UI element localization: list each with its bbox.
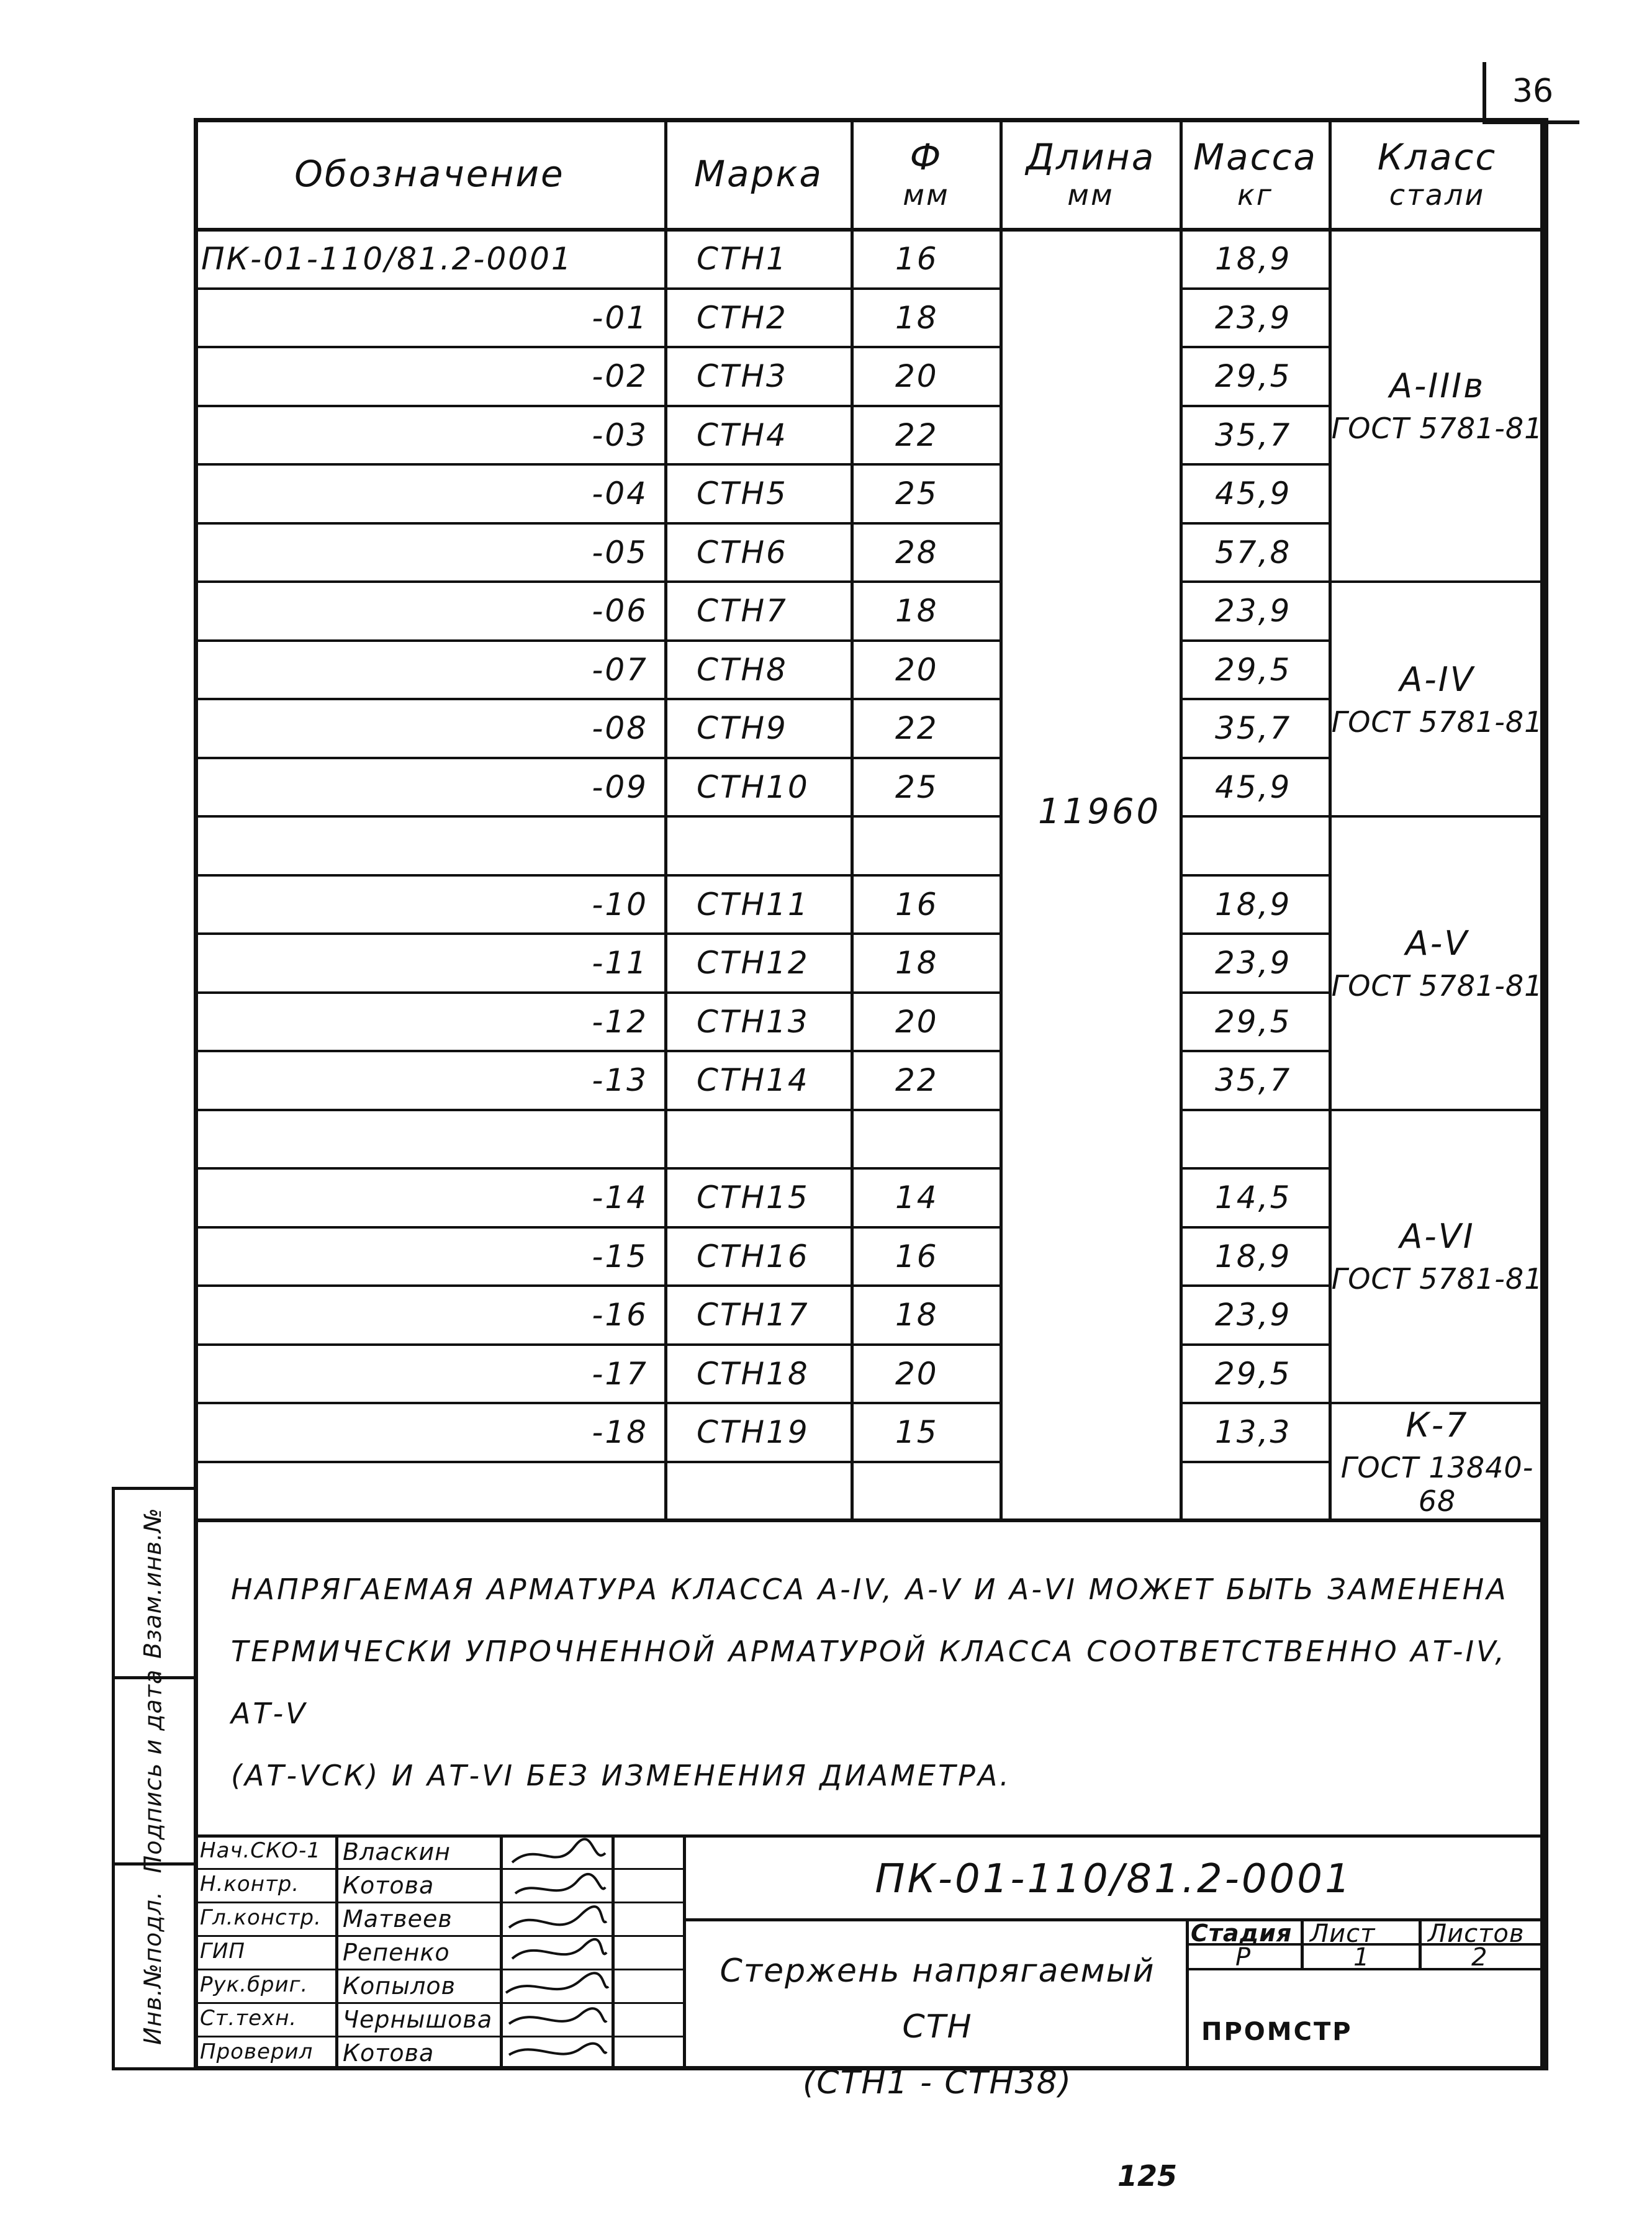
- steel-standard: ГОСТ 13840-68: [1340, 1451, 1534, 1518]
- row-mark: СТН9: [697, 710, 788, 747]
- row-diameter: 18: [895, 945, 939, 981]
- staff-role: Н.контр.: [200, 1872, 300, 1897]
- staff-name: Репенко: [343, 1939, 450, 1966]
- page-number: 36: [1483, 62, 1579, 124]
- header-mass: Масса кг: [1193, 136, 1317, 212]
- row-mark: СТН17: [697, 1297, 810, 1333]
- row-mass: 35,7: [1215, 710, 1292, 747]
- title-block-line: [335, 1834, 338, 2070]
- row-mark: СТН18: [697, 1355, 810, 1392]
- row-diameter: 22: [895, 710, 939, 747]
- frame-edge: [1545, 118, 1548, 2070]
- staff-role: Проверил: [200, 2039, 314, 2064]
- signatures: [500, 1834, 612, 2070]
- staff-role: Гл.констр.: [200, 1905, 322, 1930]
- row-mark: СТН4: [697, 417, 788, 453]
- row-mark: СТН5: [697, 476, 788, 512]
- steel-class-group: [1330, 1110, 1545, 1404]
- row-designation: -05: [592, 534, 648, 571]
- steel-standard: ГОСТ 5781-81: [1331, 705, 1543, 739]
- row-diameter: 20: [895, 651, 939, 688]
- row-mark: СТН10: [697, 769, 810, 805]
- row-mass: 45,9: [1215, 476, 1292, 512]
- row-designation: [201, 1462, 648, 1521]
- row-mass: 23,9: [1215, 1297, 1292, 1333]
- row-mark: СТН14: [697, 1062, 810, 1099]
- stage-label: Стадия: [1191, 1920, 1293, 1947]
- row-designation: -12: [592, 1003, 648, 1040]
- row-mass: 29,5: [1215, 358, 1292, 395]
- signature-mark: [509, 2008, 607, 2024]
- staff-role: Нач.СКО-1: [200, 1838, 321, 1863]
- staff-role: Рук.бриг.: [200, 1972, 309, 1997]
- header-mark: Марка: [694, 153, 823, 195]
- row-mass: 29,5: [1215, 1355, 1292, 1392]
- signature-mark: [509, 1906, 607, 1928]
- row-mass: 57,8: [1215, 534, 1292, 571]
- row-designation: -10: [592, 886, 648, 923]
- row-mass: 35,7: [1215, 1062, 1292, 1099]
- title-block-line: [1186, 1918, 1189, 2070]
- row-diameter: 14: [895, 1180, 939, 1216]
- staff-name: Чернышова: [343, 2006, 493, 2033]
- title-block-top-line: [194, 1834, 1545, 1838]
- column-divider: [1000, 118, 1003, 1520]
- sheet-label: Лист: [1310, 1920, 1376, 1948]
- column-divider: [1180, 118, 1183, 1520]
- staff-name: Котова: [343, 1872, 435, 1899]
- row-mass: 18,9: [1215, 1238, 1292, 1275]
- column-divider: [664, 118, 667, 1520]
- row-designation: -03: [592, 417, 648, 453]
- steel-grade: К-7: [1406, 1406, 1469, 1445]
- row-designation: -11: [592, 945, 648, 981]
- title-block-line: [612, 1834, 615, 2070]
- signature-mark: [512, 1839, 605, 1862]
- document-code: ПК-01-110/81.2-0001: [875, 1856, 1353, 1902]
- row-designation: -16: [592, 1297, 648, 1333]
- footer-number: 125: [1117, 2159, 1178, 2193]
- row-diameter: 22: [895, 417, 939, 453]
- row-designation: -13: [592, 1062, 648, 1099]
- row-designation: ПК-01-110/81.2-0001: [201, 241, 573, 277]
- steel-grade: А-IIIв: [1389, 366, 1486, 405]
- staff-name: Власкин: [343, 1838, 451, 1866]
- header-steel-class: Класс стали: [1377, 136, 1497, 212]
- row-diameter: 22: [895, 1062, 939, 1099]
- steel-class-group: [1330, 582, 1545, 816]
- document-title: Стержень напрягаемый СТН (СТН1 - СТН38): [720, 1952, 1155, 2101]
- row-diameter: 16: [895, 886, 939, 923]
- row-diameter: 16: [895, 241, 939, 277]
- row-designation: -14: [592, 1180, 648, 1216]
- row-diameter: 20: [895, 1355, 939, 1392]
- header-diameter: Ф мм: [903, 136, 950, 212]
- organization: ПРОМСТР: [1201, 2018, 1353, 2046]
- side-stamp-original: Инв.№подл.: [139, 1890, 167, 2046]
- staff-role: Ст.техн.: [200, 2006, 297, 2031]
- row-mass: 13,3: [1215, 1414, 1292, 1451]
- steel-class-group: [1330, 816, 1545, 1110]
- signature-mark: [512, 1939, 607, 1959]
- row-mark: СТН13: [697, 1003, 810, 1040]
- row-mass: 14,5: [1215, 1180, 1292, 1216]
- row-diameter: 18: [895, 299, 939, 336]
- row-mass: 23,9: [1215, 945, 1292, 981]
- side-stamp-replacement: Взам.инв.№: [139, 1507, 167, 1659]
- row-designation: -15: [592, 1238, 648, 1275]
- steel-standard: ГОСТ 5781-81: [1331, 1262, 1543, 1296]
- row-mass: 18,9: [1215, 886, 1292, 923]
- row-diameter: 25: [895, 476, 939, 512]
- row-mark: СТН11: [697, 886, 810, 923]
- row-mass: 45,9: [1215, 769, 1292, 805]
- staff-name: Матвеев: [343, 1905, 453, 1933]
- sheets-label: Листов: [1428, 1920, 1525, 1948]
- common-length: 11960: [1038, 792, 1162, 832]
- row-designation: -01: [592, 299, 648, 336]
- steel-grade: А-V: [1405, 923, 1469, 963]
- note-text: НАПРЯГАЕМАЯ АРМАТУРА КЛАССА А-IV, А-V И А-VI МОЖЕТ БЫТЬ ЗАМЕНЕНА ТЕРМИЧЕСКИ УПРОЧНЕННОЙ АРМАТУРОЙ КЛАССА СООТВЕТСТВЕННО АТ-IV, АТ-V (АТ-VСК) И АТ-VI БЕЗ ИЗМЕНЕНИЯ ДИАМЕТРА.: [231, 1572, 1509, 1792]
- row-designation: -07: [592, 651, 648, 688]
- title-block-line: [683, 1918, 1545, 1921]
- row-mark: СТН6: [697, 534, 788, 571]
- row-designation: -18: [592, 1414, 648, 1451]
- row-mark: СТН16: [697, 1238, 810, 1275]
- signature-mark: [515, 1874, 605, 1893]
- steel-grade: А-VI: [1399, 1217, 1475, 1257]
- side-stamp-signature: Подпись и дата: [139, 1669, 167, 1873]
- stage-value: Р: [1235, 1943, 1252, 1972]
- row-diameter: 20: [895, 1003, 939, 1040]
- row-diameter: 28: [895, 534, 939, 571]
- row-mark: СТН8: [697, 651, 788, 688]
- row-mark: СТН2: [697, 299, 788, 336]
- row-mark: СТН7: [697, 593, 788, 629]
- sheet-value: 1: [1353, 1943, 1370, 1972]
- row-mass: 23,9: [1215, 299, 1292, 336]
- column-divider: [851, 118, 854, 1520]
- steel-standard: ГОСТ 5781-81: [1331, 968, 1543, 1003]
- signature-mark: [506, 1973, 608, 1993]
- signature-mark: [509, 2044, 607, 2055]
- row-mark: СТН19: [697, 1414, 810, 1451]
- staff-name: Копылов: [343, 1972, 456, 2000]
- row-mass: 29,5: [1215, 1003, 1292, 1040]
- steel-grade: А-IV: [1399, 659, 1475, 699]
- row-designation: -17: [592, 1355, 648, 1392]
- steel-standard: ГОСТ 5781-81: [1331, 412, 1543, 445]
- header-length: Длина мм: [1026, 136, 1156, 212]
- row-mass: 29,5: [1215, 651, 1292, 688]
- row-mass: 35,7: [1215, 417, 1292, 453]
- row-mark: СТН1: [697, 241, 788, 277]
- row-designation: -02: [592, 358, 648, 395]
- row-designation: [201, 816, 648, 875]
- row-mass: 23,9: [1215, 593, 1292, 629]
- row-diameter: 20: [895, 358, 939, 395]
- staff-role: ГИП: [200, 1939, 245, 1964]
- row-designation: -06: [592, 593, 648, 629]
- row-mark: СТН12: [697, 945, 810, 981]
- row-designation: -04: [592, 476, 648, 512]
- row-mass: 18,9: [1215, 241, 1292, 277]
- row-diameter: 25: [895, 769, 939, 805]
- steel-class-group: [1330, 1403, 1545, 1520]
- row-mark: СТН3: [697, 358, 788, 395]
- sheets-value: 2: [1471, 1943, 1488, 1972]
- header-designation: Обозначение: [294, 153, 565, 195]
- staff-name: Котова: [343, 2039, 435, 2067]
- row-designation: [201, 1110, 648, 1169]
- row-diameter: 15: [895, 1414, 939, 1451]
- row-designation: -08: [592, 710, 648, 747]
- row-designation: -09: [592, 769, 648, 805]
- steel-class-group: [1330, 230, 1545, 582]
- row-diameter: 18: [895, 1297, 939, 1333]
- row-diameter: 16: [895, 1238, 939, 1275]
- row-mark: СТН15: [697, 1180, 810, 1216]
- row-diameter: 18: [895, 593, 939, 629]
